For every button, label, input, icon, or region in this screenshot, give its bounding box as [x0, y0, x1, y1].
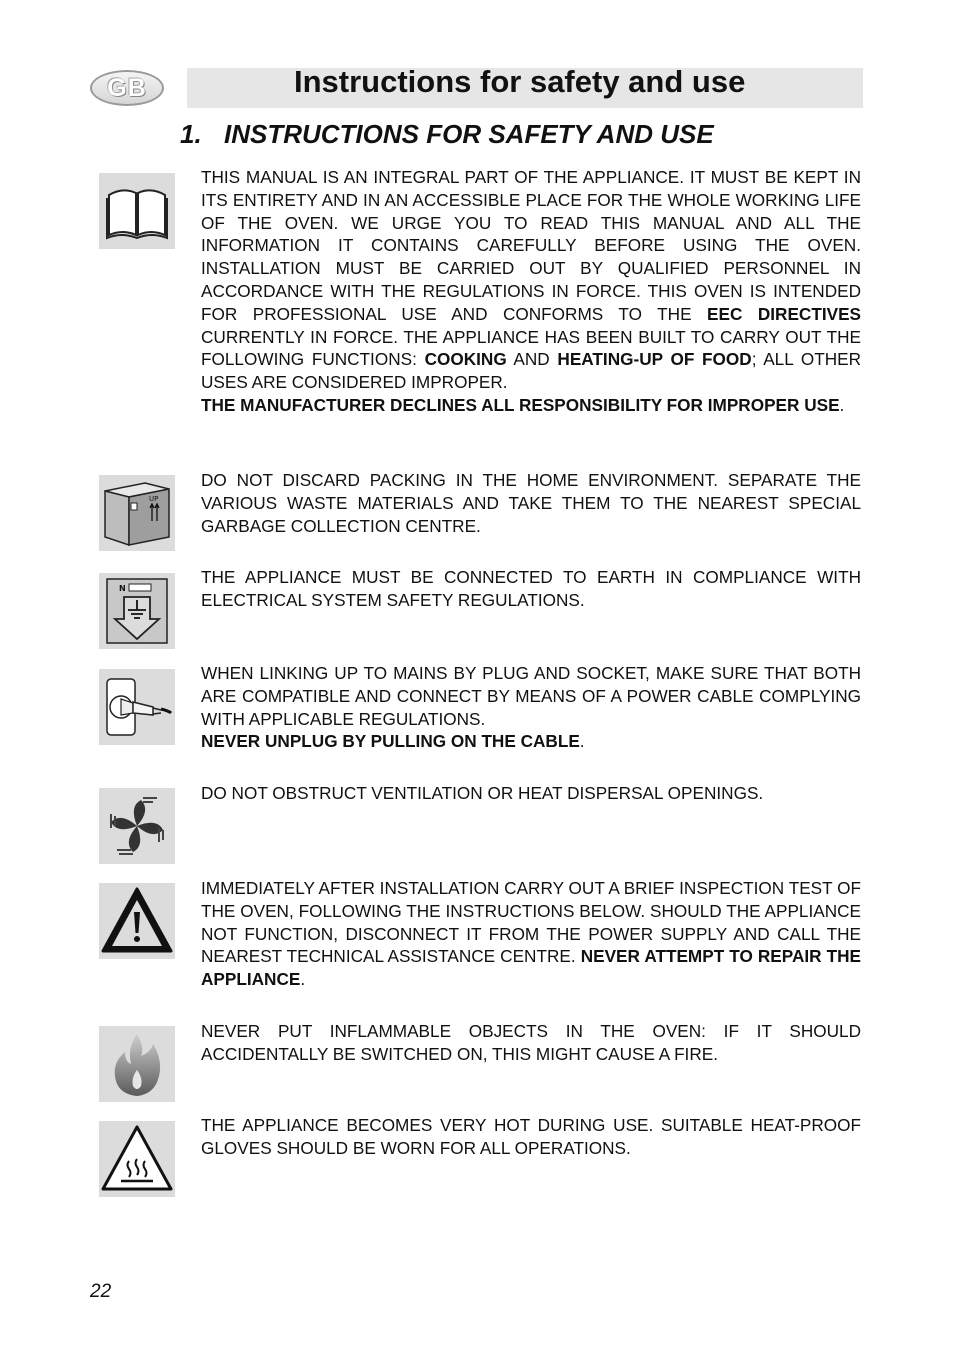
- bold-text-run: EEC DIRECTIVES: [707, 303, 862, 324]
- packing-box-icon: [99, 475, 175, 551]
- text-run: IMMEDIATELY AFTER INSTALLATION CARRY OUT A BRIEF INSPECTION TEST OF THE OVEN, FOLLOWING THE INSTRUCTIONS BELOW. SHOULD THE APPLIANCE NOT FUNCTION, DISCONNECT IT FROM THE POWER SUPPLY AND CALL THE NEAREST TECHNICAL ASSISTANCE CENTRE.: [201, 878, 861, 967]
- flame-icon: [99, 1026, 175, 1102]
- inspection-paragraph: [201, 877, 861, 991]
- section-heading: [180, 119, 714, 150]
- ventilation-paragraph: DO NOT OBSTRUCT VENTILATION OR HEAT DISPERSAL OPENINGS.: [201, 783, 764, 803]
- text-run: .: [579, 731, 585, 752]
- plug-paragraph: [201, 662, 861, 753]
- text-run: AND: [506, 349, 558, 370]
- bold-text-run: NEVER ATTEMPT TO REPAIR THE APPLIANCE: [201, 946, 861, 990]
- text-run: ; ALL OTHER USES ARE CONSIDERED IMPROPER.: [201, 349, 861, 393]
- ventilation-fan-icon: [99, 788, 175, 864]
- text-run: CURRENTLY IN FORCE. THE APPLIANCE HAS BEEN BUILT TO CARRY OUT THE FOLLOWING FUNCTIONS:: [201, 326, 861, 370]
- packing-paragraph: DO NOT DISCARD PACKING IN THE HOME ENVIRONMENT. SEPARATE THE VARIOUS WASTE MATERIALS AND TAKE THEM TO THE NEAREST SPECIAL GARBAGE COLLECTION CENTRE.: [201, 470, 861, 536]
- bold-text-run: HEATING-UP OF FOOD: [557, 349, 752, 370]
- text-run: .: [839, 394, 845, 415]
- text-run: THIS MANUAL IS AN INTEGRAL PART OF THE APPLIANCE. IT MUST BE KEPT IN ITS ENTIRETY AND IN AN ACCESSIBLE PLACE FOR THE WHOLE WORKING LIFE OF THE OVEN. WE URGE YOU TO READ THIS MANUAL AND ALL THE INFORMATION IT CONTAINS CAREFULLY BEFORE USING THE OVEN. INSTALLATION MUST BE CARRIED OUT BY QUALIFIED PERSONNEL IN ACCORDANCE WITH THE REGULATIONS IN FORCE. THIS OVEN IS INTENDED FOR PROFESSIONAL USE AND CONFORMS TO THE: [201, 167, 861, 324]
- manual-paragraph: [201, 166, 861, 417]
- svg-text:UP: UP: [149, 495, 159, 503]
- bold-warning-line: THE MANUFACTURER DECLINES ALL RESPONSIBILITY FOR IMPROPER USE: [201, 394, 840, 415]
- section-number: 1.: [180, 119, 202, 149]
- text-run: WHEN LINKING UP TO MAINS BY PLUG AND SOCKET, MAKE SURE THAT BOTH ARE COMPATIBLE AND CONNECT BY MEANS OF A POWER CABLE COMPLYING WITH APPLICABLE REGULATIONS.: [201, 663, 861, 729]
- earth-paragraph: THE APPLIANCE MUST BE CONNECTED TO EARTH IN COMPLIANCE WITH ELECTRICAL SYSTEM SAFETY REGULATIONS.: [201, 567, 861, 610]
- hot-surface-icon: [99, 1121, 175, 1197]
- section-title-text: INSTRUCTIONS FOR SAFETY AND USE: [224, 119, 714, 149]
- page-title: Instructions for safety and use: [294, 64, 746, 99]
- language-badge: GB: [90, 70, 164, 106]
- bold-text-run: COOKING: [424, 349, 507, 370]
- flame-paragraph: NEVER PUT INFLAMMABLE OBJECTS IN THE OVEN: IF IT SHOULD ACCIDENTALLY BE SWITCHED ON, THIS MIGHT CAUSE A FIRE.: [201, 1021, 861, 1064]
- warning-triangle-icon: [99, 883, 175, 959]
- manual-book-icon: [99, 173, 175, 249]
- earth-ground-icon: [99, 573, 175, 649]
- bold-warning-line: NEVER UNPLUG BY PULLING ON THE CABLE: [201, 731, 580, 752]
- page-number: 22: [90, 1281, 112, 1302]
- plug-socket-icon: [99, 669, 175, 745]
- svg-text:N: N: [119, 584, 126, 593]
- text-run: .: [300, 969, 306, 990]
- hot-surface-paragraph: THE APPLIANCE BECOMES VERY HOT DURING USE. SUITABLE HEAT-PROOF GLOVES SHOULD BE WORN FOR ALL OPERATIONS.: [201, 1115, 861, 1158]
